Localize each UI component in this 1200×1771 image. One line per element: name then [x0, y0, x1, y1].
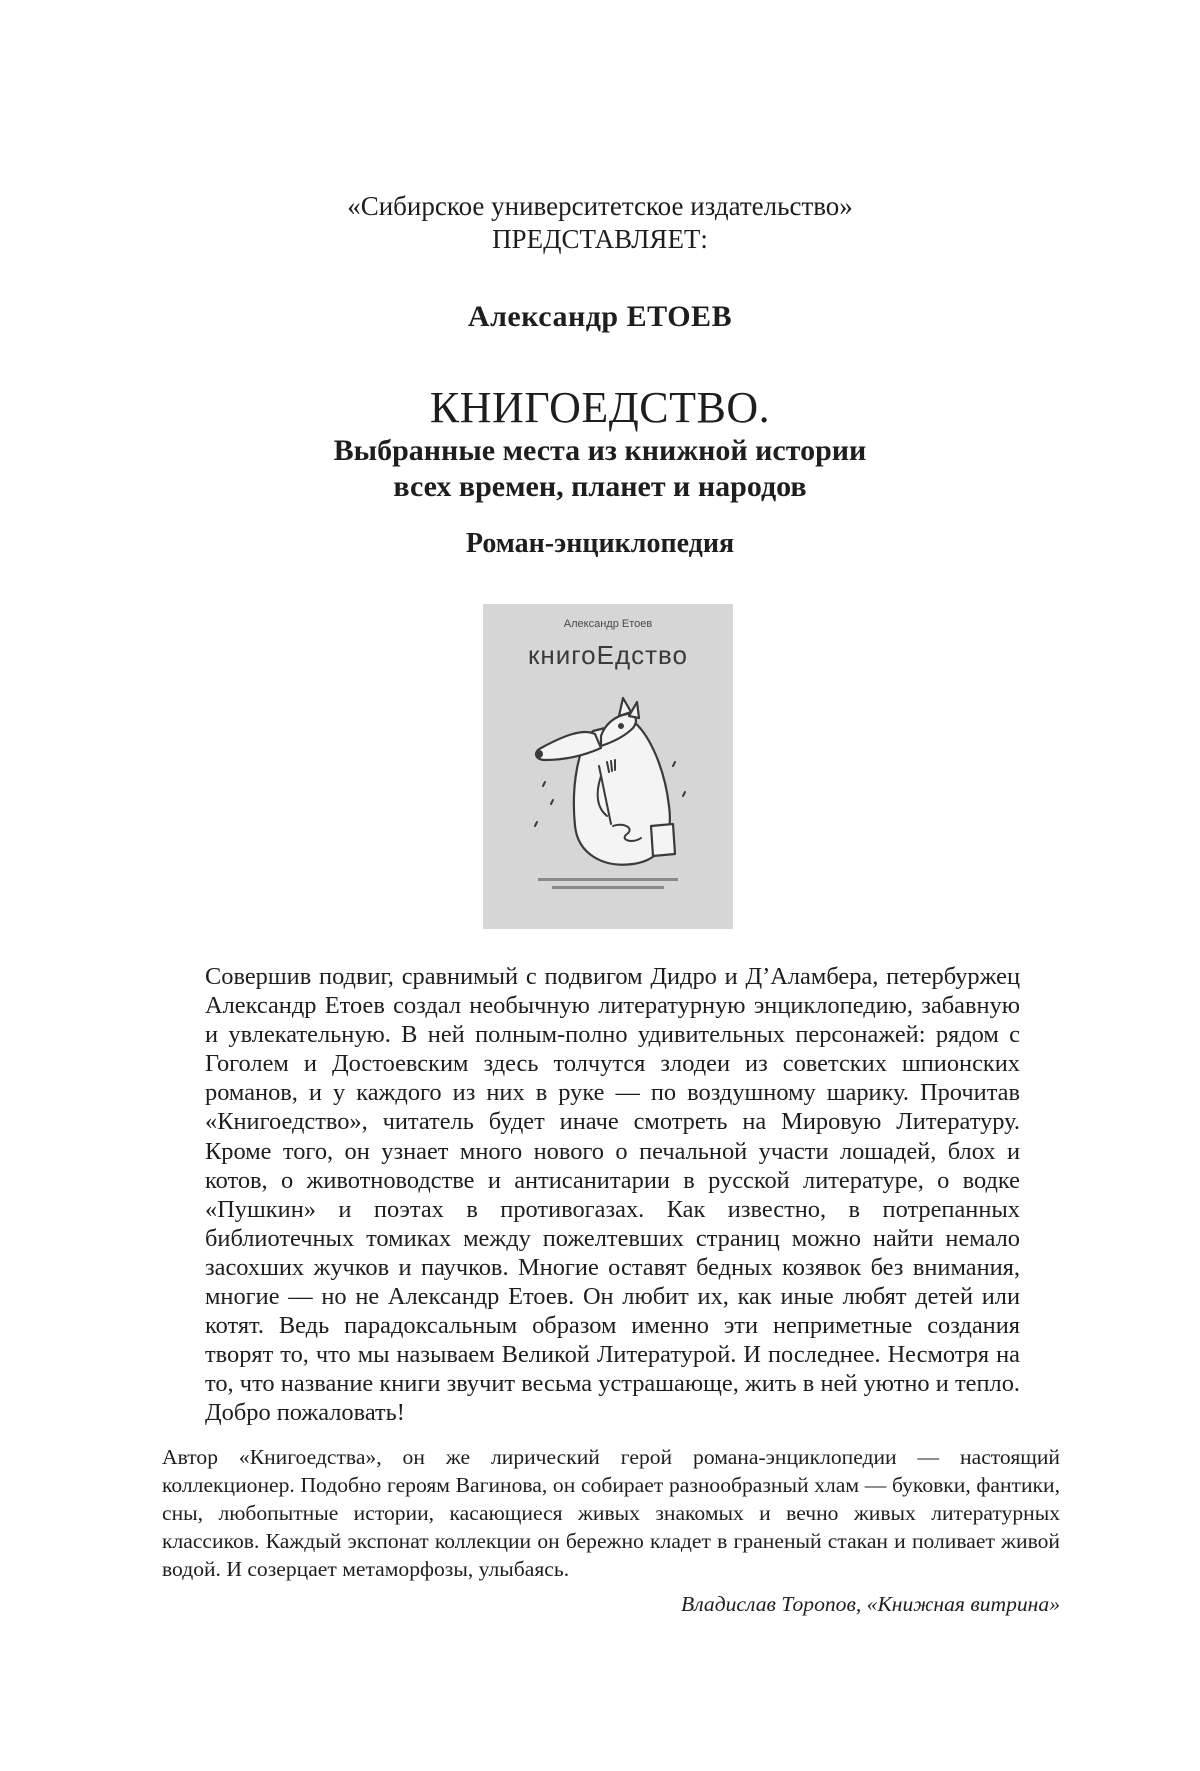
cover-author: Александр Етоев	[563, 618, 653, 630]
book-subtitle	[0, 433, 1200, 505]
book-cover-image	[483, 604, 733, 929]
review-text: Автор «Книгоедства», он же лирический герой романа-энциклопедии — настоящий коллекционер. Подобно героям Вагинова, он собирает разнообразный хлам — буковки, фантики, сны, любопытные истории, касающиеся живых знакомых и вечно живых литературных классиков. Каждый экспонат коллекции он бережно кладет в граненый стакан и поливает живой водой. И созерцает метаморфозы, улыбаясь.	[162, 1445, 1060, 1581]
cover-title: книгоЕдство	[527, 640, 689, 670]
book-description: Совершив подвиг, сравнимый с подвигом Дидро и Д’Аламбера, петербуржец Александр Етоев создал необычную литературную энциклопедию, забавную и увлекательную. В ней полным-полно удивительных персонажей: рядом с Гоголем и Достоевским здесь толчутся злодеи из советских шпионских романов, и у каждого из них в руке — по воздушному шарику. Прочитав «Книгоедство», читатель будет иначе смотреть на Мировую Литературу. Кроме того, он узнает много нового о печальной участи лошадей, блох и котов, о животноводстве и антисанитарии в русской литературе, о водке «Пушкин» и поэтах в противогазах. Как известно, в потрепанных библиотечных томиках между пожелтевших страниц можно найти немало засохших жучков и паучков. Многие оставят бедных козявок без внимания, многие — но не Александр Етоев. Он любит их, как иные любят детей или котят. Ведь парадоксальным образом именно эти неприметные создания творят то, что мы называем Великой Литературой. И последнее. Несмотря на то, что название книги звучит весьма устрашающе, жить в ней уютно и тепло. Добро пожаловать!	[205, 963, 1020, 1427]
review-source: Владислав Торопов, «Книжная витрина»	[681, 1592, 1060, 1616]
bear-with-fork-illustration	[523, 676, 693, 871]
subtitle-line-2: всех времен, планет и народов	[393, 470, 807, 503]
book-genre: Роман-энциклопедия	[465, 528, 735, 559]
publisher-block	[0, 190, 1200, 256]
author-name: Александр ЕТОЕВ	[467, 300, 733, 333]
subtitle-line-1: Выбранные места из книжной истории	[333, 434, 867, 467]
publisher-name: «Сибирское университетское издательство»	[347, 191, 853, 221]
publisher-presents: ПРЕДСТАВЛЯЕТ:	[492, 224, 708, 254]
cover-caption-text	[538, 878, 678, 896]
book-title: КНИГОЕДСТВО.	[429, 383, 771, 432]
